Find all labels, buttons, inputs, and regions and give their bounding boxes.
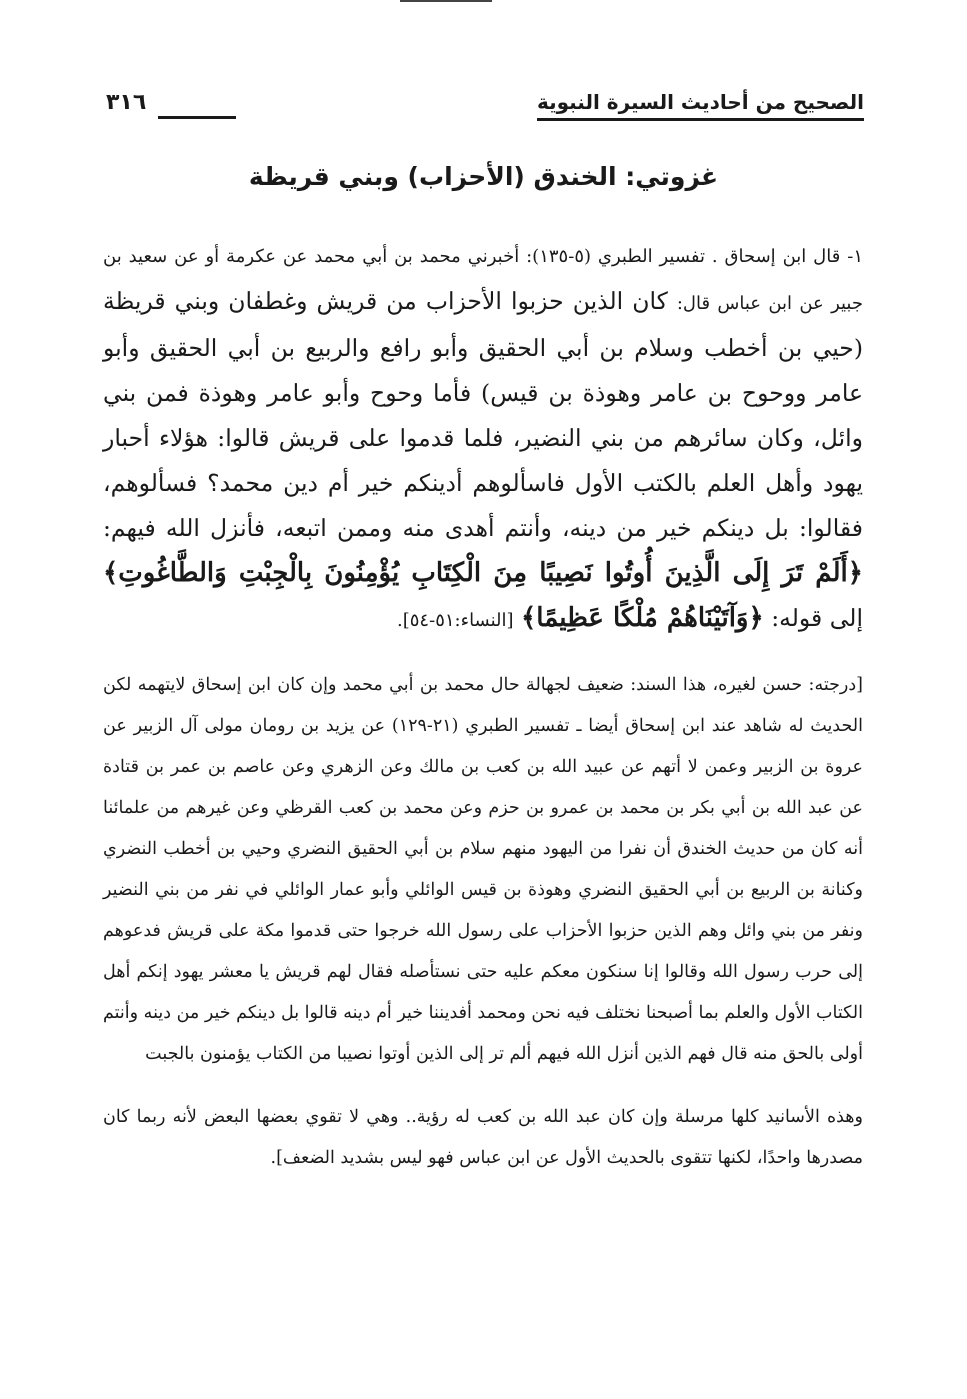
hadith-text: كان الذين حزبوا الأحزاب من قريش وغطفان وبني قريظة (حيي بن أخطب وسلام بن أبي الحقيق وأبو رافع والربيع بن أبي الحقيق وأبو عامر ووحوح بن عامر وهوذة بن قيس) فأما وحوح وأبو عامر وهوذة فمن بني وائل، وكان سائرهم من بني النضير، فلما قدموا على قريش قالوا: هؤلاء أحبار يهود وأهل العلم بالكتب الأول فاسألوهم أدينكم خير أم دين محمد؟ فسألوهم، فقالوا: بل دينكم خير من دينه، وأنتم أهدى منه وممن اتبعه، فأنزل الله فيهم:	[103, 287, 863, 542]
hadith-text-continued: إلى قوله:	[771, 604, 863, 632]
grading-paragraph: [درجته: حسن لغيره، هذا السند: ضعيف لجهالة حال محمد بن أبي محمد وإن كان ابن إسحاق لايتهمه لكن الحديث له شاهد عند ابن إسحاق أيضا ـ تفسير الطبري (٢١-١٢٩) عن يزيد بن رومان مولى آل الزبير عن عروة بن الزبير وعمن لا أتهم عن عبيد الله بن كعب بن مالك وعن الزهري وعن عاصم بن عمر بن قتادة عن عبد الله بن أبي بكر بن محمد بن عمرو بن حزم وعن محمد بن كعب القرظي وعن غيرهم من علمائنا أنه كان من حديث الخندق أن نفرا من اليهود منهم سلام بن أبي الحقيق النضري وحيي بن أخطب النضري وكنانة بن الربيع بن أبي الحقيق النضري وهوذة بن قيس الوائلي وأبو عمار الوائلي في نفر من بني النضير ونفر من بني وائل وهم الذين حزبوا الأحزاب على رسول الله خرجوا حتى قدموا مكة على قريش فدعوهم إلى حرب رسول الله وقالوا إنا سنكون معكم عليه حتى نستأصله فقال لهم قريش يا معشر يهود إنكم أهل الكتاب الأول والعلم بما أصبحنا نختلف فيه نحن ومحمد أفديننا خير أم دينه قالوا بل دينكم خير من دينه وأنتم أولى بالحق منه قال فهم الذين أنزل الله فيهم ألم تر إلى الذين أوتوا نصيبا من الكتاب يؤمنون بالجبت	[103, 675, 863, 1064]
top-edge-rule	[400, 0, 492, 2]
quran-verse-1: ﴿أَلَمْ تَرَ إِلَى الَّذِينَ أُوتُوا نَصِيبًا مِنَ الْكِتَابِ يُؤْمِنُونَ بِالْجِبْتِ وَالطَّاغُوتِ﴾	[103, 558, 863, 588]
page-body	[103, 232, 863, 1179]
quran-reference: [النساء:٥١-٥٤].	[397, 610, 514, 631]
hadith-paragraph	[103, 232, 863, 643]
quran-verse-2: ﴿وَآتَيْنَاهُمْ مُلْكًا عَظِيمًا﴾	[521, 603, 764, 633]
page-number: ٣١٦	[106, 90, 147, 115]
hadith-isnad: ١- قال ابن إسحاق . تفسير الطبري (٥-١٣٥): أخبرني محمد بن أبي محمد عن عكرمة أو عن سعيد بن جبير عن ابن عباس قال:	[103, 246, 863, 314]
page-number-rule	[158, 116, 236, 119]
page-header	[106, 88, 864, 124]
chapter-title: غزوتي: الخندق (الأحزاب) وبني قريظة	[248, 162, 719, 191]
running-title: الصحيح من أحاديث السيرة النبوية	[537, 90, 864, 121]
conclusion-paragraph: وهذه الأسانيد كلها مرسلة وإن كان عبد الله بن كعب له رؤية.. وهي لا تقوي بعضها البعض لأنه ربما كان مصدرها واحدًا، لكنها تتقوى بالحديث الأول عن ابن عباس فهو ليس بشديد الضعف].	[103, 1107, 863, 1168]
